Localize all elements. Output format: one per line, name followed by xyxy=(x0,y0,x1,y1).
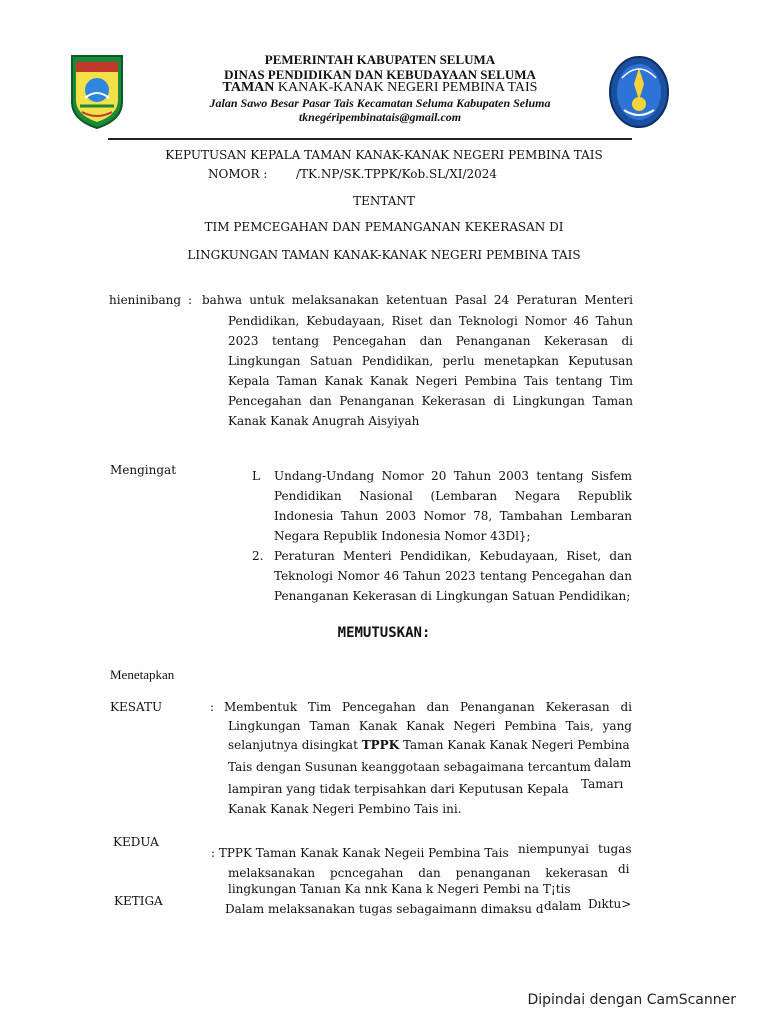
ketiga-label: KETIGA xyxy=(114,894,163,908)
menimbang-label: hieninibang xyxy=(109,293,182,307)
letterhead-school-rest: KANAK-KANAK NEGERI PEMBINA TAIS xyxy=(274,80,538,95)
memutuskan-heading: MEMUTUSKAN: xyxy=(337,625,431,641)
mengingat-item-number: L xyxy=(252,469,260,483)
letterhead-email: tknegéripembinatais@gmail.com xyxy=(298,110,462,124)
menimbang-first-line: bahwa untuk melaksanakan ketentuan Pasal 24 Peraturan Menteri xyxy=(202,293,633,307)
ketiga-line-1-raised-a: dalam xyxy=(544,899,582,913)
decree-title: KEPUTUSAN KEPALA TAMAN KANAK-KANAK NEGERI PEMBINA TAIS xyxy=(165,148,603,162)
mengingat-item xyxy=(252,546,632,606)
kesatu-label: KESATU xyxy=(110,700,163,714)
menimbang-text: Pendidikan, Kebudayaan, Riset dan Teknologi Nomor 46 Tahun 2023 tentang Pencegahan dan Penanganan Kekerasan di Lingkungan Satuan Pendidikan, perlu menetapkan Keputusan Kepala Taman Kanak Kanak Negeri Pembina Tais tentang Tim Pencegahan dan Penanganan Kekerasan di Lingkungan Taman Kanak Kanak Anugrah Aisyiyah xyxy=(228,314,633,428)
letterhead-address: Jalan Sawo Besar Pasar Tais Kecamatan Seluma Kabupaten Seluma xyxy=(209,96,551,110)
mengingat-item-number: 2. xyxy=(252,549,264,563)
kabupaten-seluma-logo xyxy=(68,50,126,130)
kedua-label: KEDUA xyxy=(113,835,159,849)
letterhead-divider xyxy=(108,138,632,140)
decree-subject-line-1: TIM PEMCEGAHAN DAN PEMANGANAN KEKERASAN DI xyxy=(204,220,564,234)
kedua-line-1-raised-a: niempunyai xyxy=(518,842,589,856)
kedua-line-2: melaksanakan pcncegahan dan penanganan kekerasan xyxy=(228,866,608,880)
menimbang-colon: : xyxy=(188,293,193,307)
kesatu-line-2: Lingkungan Taman Kanak Kanak Negeri Pembina Tais, yang xyxy=(228,719,632,733)
decree-tentang: TENTANT xyxy=(353,194,415,208)
letterhead-school-bold: TAMAN xyxy=(222,80,275,95)
mengingat-item-text: Peraturan Menteri Pendidikan, Kebudayaan, Riset, dan Teknologi Nomor 46 Tahun 2023 tentang Pencegahan dan Penanganan Kekerasan di Lingkungan Satuan Pendidikan; xyxy=(274,549,632,603)
kesatu-line-5: lampiran yang tidak terpisahkan dari Keputusan Kepala xyxy=(228,782,569,796)
letterhead-line-school xyxy=(180,80,580,96)
camscanner-watermark: Dipindai dengan CamScanner xyxy=(527,992,736,1008)
menetapkan-label: Menetapkan xyxy=(110,667,175,682)
ketiga-line-1-raised-b: Dıktu> xyxy=(588,897,632,911)
kedua-line-3: lingkungan Tanıan Ka nnk Kana k Negeri Pembi na T¡tis xyxy=(228,882,571,896)
decree-subject-line-2: LINGKUNGAN TAMAN KANAK-KANAK NEGERI PEMBINA TAIS xyxy=(187,248,581,262)
decree-number-label: NOMOR : xyxy=(208,167,268,181)
kedua-line-1-raised-b: tugas xyxy=(598,842,632,856)
mengingat-item-text: Undang-Undang Nomor 20 Tahun 2003 tentang Sisfem Pendidikan Nasional (Lembaran Negara Republik Indonesia Tahun 2003 Nomor 78, Tambahan Lembaran Negara Republik Indonesia Nomor 43Dl}; xyxy=(274,469,632,543)
decree-number-value: /TK.NP/SK.TPPK/Kob.SL/XI/2024 xyxy=(296,167,498,181)
kesatu-line-3 xyxy=(228,738,630,752)
tut-wuri-handayani-icon xyxy=(608,54,670,130)
mengingat-label: Mengingat xyxy=(110,463,177,477)
mengingat-item xyxy=(252,466,632,546)
kesatu-line-4-raised: dalam xyxy=(594,756,632,770)
kesatu-line-6: Kanak Kanak Negeri Pembino Tais ini. xyxy=(228,802,462,816)
kedua-line-2-raised: di xyxy=(618,862,630,876)
kesatu-tppk-bold: TPPK xyxy=(361,738,400,752)
kesatu-line-1: Membentuk Tim Pencegahan dan Penanganan Kekerasan di xyxy=(224,700,632,714)
kesatu-line-4: Tais dengan Susunan keanggotaan sebagaimana tercantum xyxy=(228,760,591,774)
letterhead-line-government: PEMERINTAH KABUPATEN SELUMA xyxy=(264,52,496,67)
kesatu-colon: : xyxy=(210,700,215,714)
kesatu-line-3-post: Taman Kanak Kanak Negeri Pembina xyxy=(399,738,630,752)
kedua-line-1: : TPPK Taman Kanak Kanak Negeii Pembina Tais xyxy=(211,846,509,860)
kesatu-line-5-raised: Tamarı xyxy=(581,777,624,791)
kesatu-line-3-pre: selanjutnya disingkat xyxy=(228,738,362,752)
ketiga-line-1: Dalam melaksanakan tugas sebagaimann dimaksu d xyxy=(225,902,544,916)
letterhead-line-agency: DINAS PENDIDIKAN DAN KEBUDAYAAN SELUMA xyxy=(224,67,536,82)
